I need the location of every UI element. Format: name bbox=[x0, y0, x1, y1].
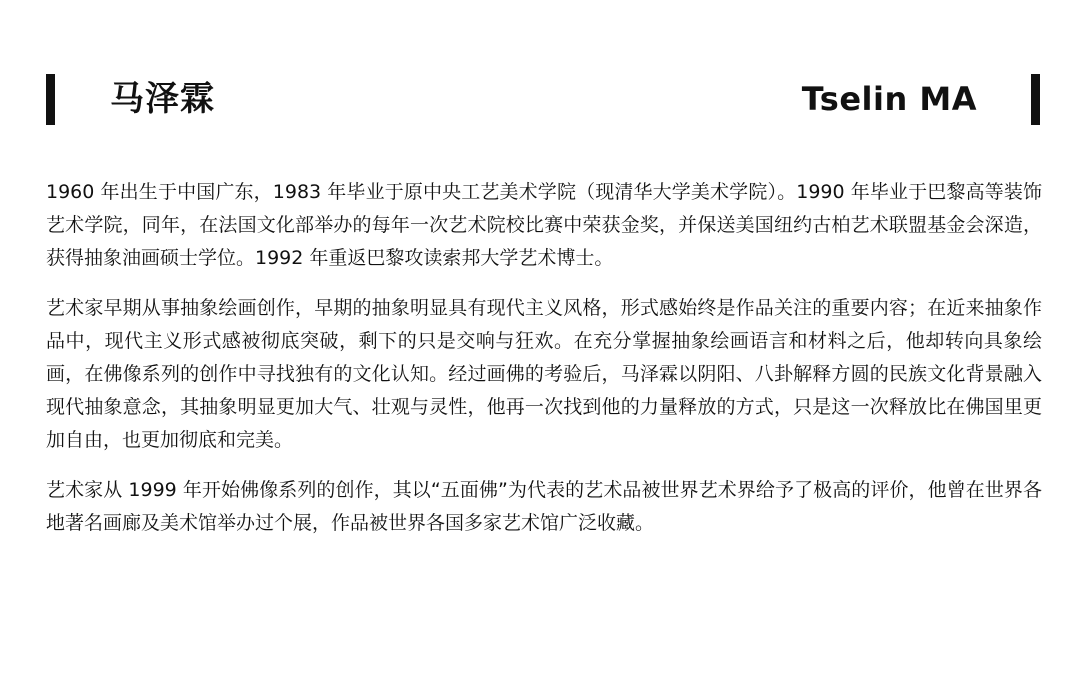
bio-paragraph-recognition: 艺术家从 1999 年开始佛像系列的创作，其以“五面佛”为代表的艺术品被世界艺术界给予了极高的评价，他曾在世界各地著名画廊及美术馆举办过个展，作品被世界各国多家艺术馆广泛收藏。 bbox=[46, 479, 1042, 534]
bio-paragraph-education: 1960 年出生于中国广东，1983 年毕业于原中央工艺美术学院（现清华大学美术学院）。1990 年毕业于巴黎高等装饰艺术学院，同年，在法国文化部举办的每年一次艺术院校比赛中荣获金奖，并保送美国纽约古柏艺术联盟基金会深造，获得抽象油画硕士学位。1992 年重返巴黎攻读索邦大学艺术博士。 bbox=[46, 181, 1042, 269]
bio-paragraph-artistic-development: 艺术家早期从事抽象绘画创作，早期的抽象明显具有现代主义风格，形式感始终是作品关注的重要内容；在近来抽象作品中，现代主义形式感被彻底突破，剩下的只是交响与狂欢。在充分掌握抽象绘画语言和材料之后，他却转向具象绘画，在佛像系列的创作中寻找独有的文化认知。经过画佛的考验后，马泽霖以阴阳、八卦解释方圆的民族文化背景融入现代抽象意念，其抽象明显更加大气、壮观与灵性，他再一次找到他的力量释放的方式，只是这一次释放比在佛国里更加自由，也更加彻底和完美。 bbox=[46, 297, 1042, 451]
right-accent-bar bbox=[1031, 74, 1040, 125]
left-accent-bar bbox=[46, 74, 55, 125]
biography bbox=[46, 176, 1042, 557]
artist-name-english: Tselin MA bbox=[801, 80, 977, 118]
artist-name-chinese: 马泽霖 bbox=[110, 79, 215, 119]
header bbox=[0, 0, 1080, 150]
